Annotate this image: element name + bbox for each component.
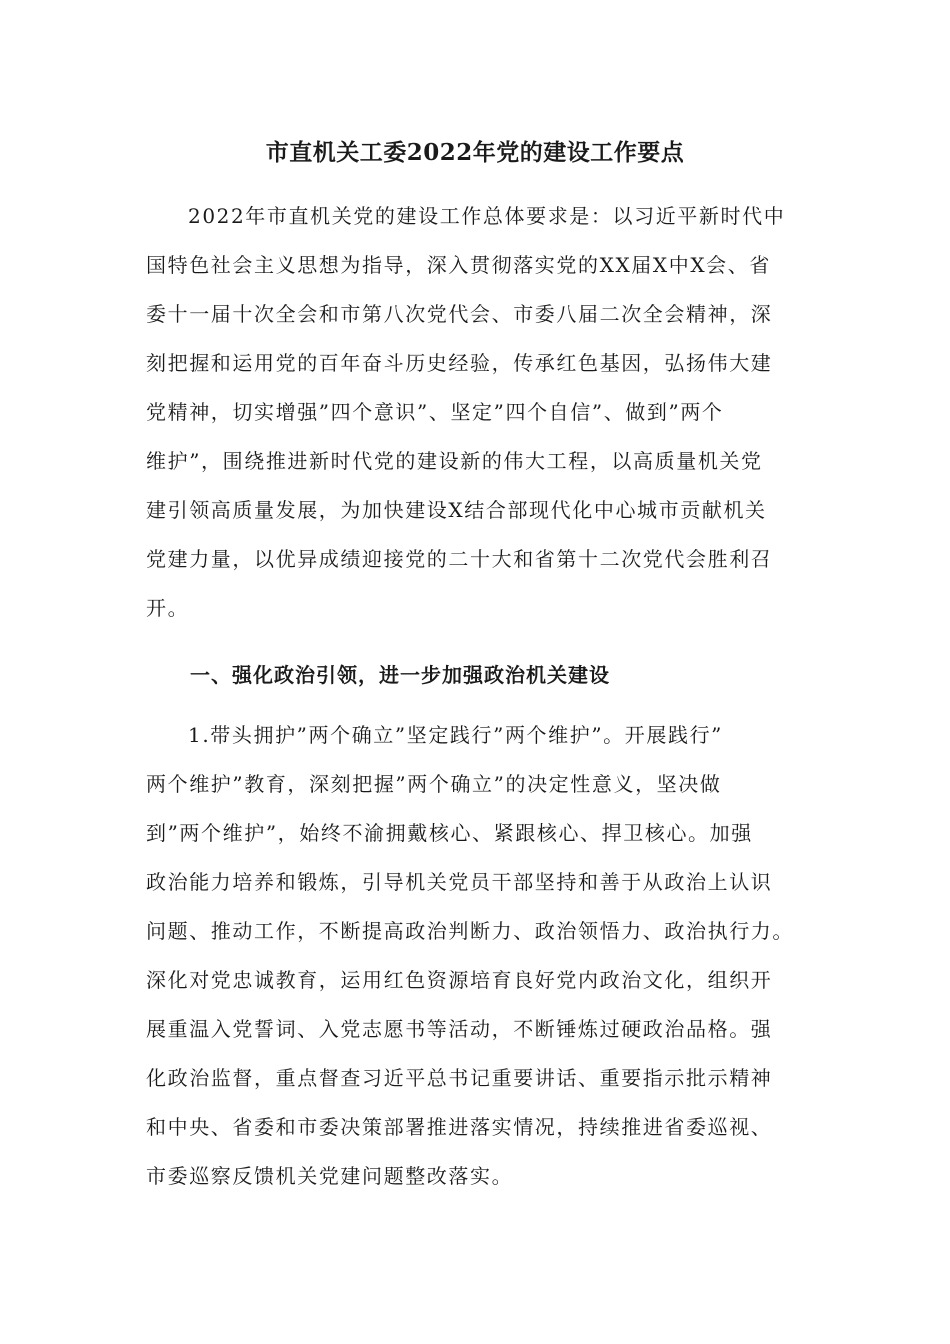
- text-line: 委十一届十次全会和市第八次党代会、市委八届二次全会精神，深: [146, 302, 773, 326]
- text-line: 展重温入党誓词、入党志愿书等活动，不断锤炼过硬政治品格。强: [146, 1017, 773, 1041]
- text-line: 2022年市直机关党的建设工作总体要求是：以习近平新时代中: [188, 204, 786, 228]
- text-line: 维护”，围绕推进新时代党的建设新的伟大工程，以高质量机关党: [146, 449, 763, 473]
- document-title: 市直机关工委2022年党的建设工作要点: [265, 139, 685, 166]
- text-line: 刻把握和运用党的百年奋斗历史经验，传承红色基因，弘扬伟大建: [146, 351, 773, 375]
- text-line: 党建力量，以优异成绩迎接党的二十大和省第十二次党代会胜利召: [146, 547, 773, 571]
- text-line: 建引领高质量发展，为加快建设X结合部现代化中心城市贡献机关: [146, 498, 767, 522]
- text-line: 1.带头拥护”两个确立”坚定践行”两个维护”。开展践行”: [188, 723, 724, 747]
- text-line: 市委巡察反馈机关党建问题整改落实。: [146, 1164, 514, 1188]
- text-line: 化政治监督，重点督查习近平总书记重要讲话、重要指示批示精神: [146, 1066, 773, 1090]
- text-line: 到”两个维护”，始终不渝拥戴核心、紧跟核心、捍卫核心。加强: [146, 821, 753, 845]
- text-line: 开。: [146, 596, 190, 620]
- text-line: 政治能力培养和锻炼，引导机关党员干部坚持和善于从政治上认识: [146, 870, 773, 894]
- text-line: 问题、推动工作，不断提高政治判断力、政治领悟力、政治执行力。: [146, 919, 794, 943]
- text-line: 党精神，切实增强”四个意识”、坚定”四个自信”、做到”两个: [146, 400, 724, 424]
- text-line: 两个维护”教育，深刻把握”两个确立”的决定性意义，坚决做: [146, 772, 722, 796]
- text-line: 国特色社会主义思想为指导，深入贯彻落实党的XX届X中X会、省: [146, 253, 771, 277]
- section-heading: 一、强化政治引领，进一步加强政治机关建设: [190, 663, 610, 687]
- text-line: 和中央、省委和市委决策部署推进落实情况，持续推进省委巡视、: [146, 1115, 773, 1139]
- text-line: 深化对党忠诚教育，运用红色资源培育良好党内政治文化，组织开: [146, 968, 773, 992]
